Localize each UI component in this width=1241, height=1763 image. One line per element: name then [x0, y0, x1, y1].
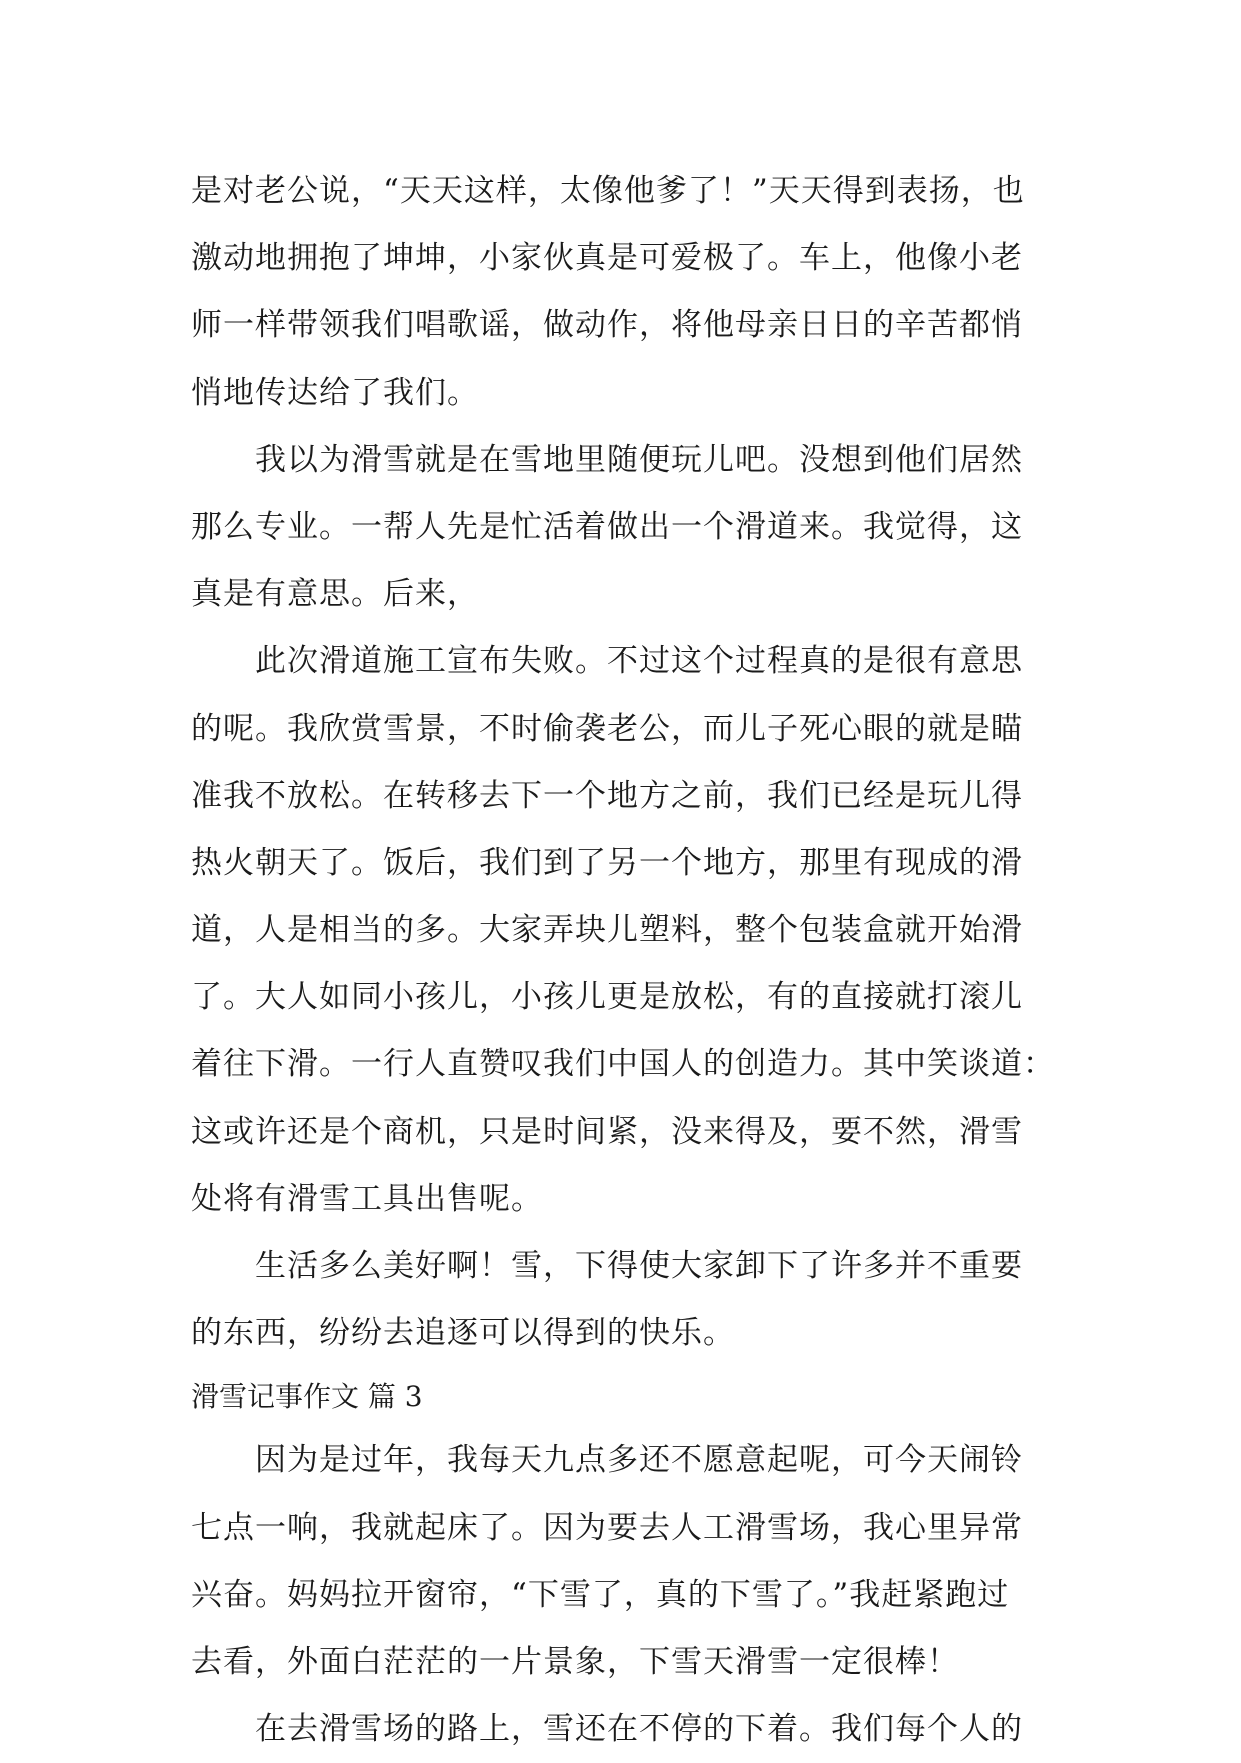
text-line: 处将有滑雪工具出售呢。 [191, 1180, 543, 1217]
text-line: 师一样带领我们唱歌谣，做动作，将他母亲日日的辛苦都悄 [191, 307, 1023, 344]
paragraph [191, 1233, 1051, 1367]
text-line: 兴奋。妈妈拉开窗帘，“下雪了，真的下雪了。”我赶紧跑过 [191, 1576, 1010, 1613]
text-line: 了。大人如同小孩儿，小孩儿更是放松，有的直接就打滚儿 [191, 979, 1023, 1016]
text-line: 道，人是相当的多。大家弄块儿塑料，整个包装盒就开始滑 [191, 912, 1023, 949]
text-line: 我以为滑雪就是在雪地里随便玩儿吧。没想到他们居然 [255, 441, 1023, 478]
text-line: 的呢。我欣赏雪景，不时偷袭老公，而儿子死心眼的就是瞄 [191, 710, 1023, 747]
section-heading: 滑雪记事作文 篇 3 [191, 1380, 423, 1414]
text-line: 七点一响，我就起床了。因为要去人工滑雪场，我心里异常 [191, 1509, 1023, 1546]
paragraph [191, 427, 1051, 629]
paragraph [191, 158, 1051, 427]
text-line: 去看，外面白茫茫的一片景象，下雪天滑雪一定很棒！ [191, 1643, 959, 1680]
paragraph [191, 1696, 1051, 1763]
text-line: 是对老公说，“天天这样，太像他爹了！”天天得到表扬，也 [191, 173, 1025, 209]
text-line: 准我不放松。在转移去下一个地方之前，我们已经是玩儿得 [191, 777, 1023, 814]
text-line: 真是有意思。后来， [191, 576, 479, 613]
text-line: 因为是过年，我每天九点多还不愿意起呢，可今天闹铃 [255, 1442, 1023, 1479]
text-line: 热火朝天了。饭后，我们到了另一个地方，那里有现成的滑 [191, 844, 1023, 881]
text-line: 悄地传达给了我们。 [191, 374, 479, 411]
text-line: 那么专业。一帮人先是忙活着做出一个滑道来。我觉得，这 [191, 508, 1023, 545]
text-line: 着往下滑。一行人直赞叹我们中国人的创造力。其中笑谈道： [191, 1046, 1055, 1083]
paragraph [191, 628, 1055, 1233]
document-page [191, 158, 1055, 1763]
text-line: 这或许还是个商机，只是时间紧，没来得及，要不然，滑雪 [191, 1113, 1023, 1150]
text-line: 的东西，纷纷去追逐可以得到的快乐。 [191, 1315, 735, 1352]
text-line: 此次滑道施工宣布失败。不过这个过程真的是很有意思 [255, 643, 1023, 680]
text-line: 在去滑雪场的路上，雪还在不停的下着。我们每个人的 [255, 1711, 1023, 1748]
text-line: 激动地拥抱了坤坤，小家伙真是可爱极了。车上，他像小老 [191, 240, 1023, 277]
text-line: 生活多么美好啊！雪，下得使大家卸下了许多并不重要 [255, 1248, 1023, 1284]
paragraph [191, 1427, 1051, 1696]
